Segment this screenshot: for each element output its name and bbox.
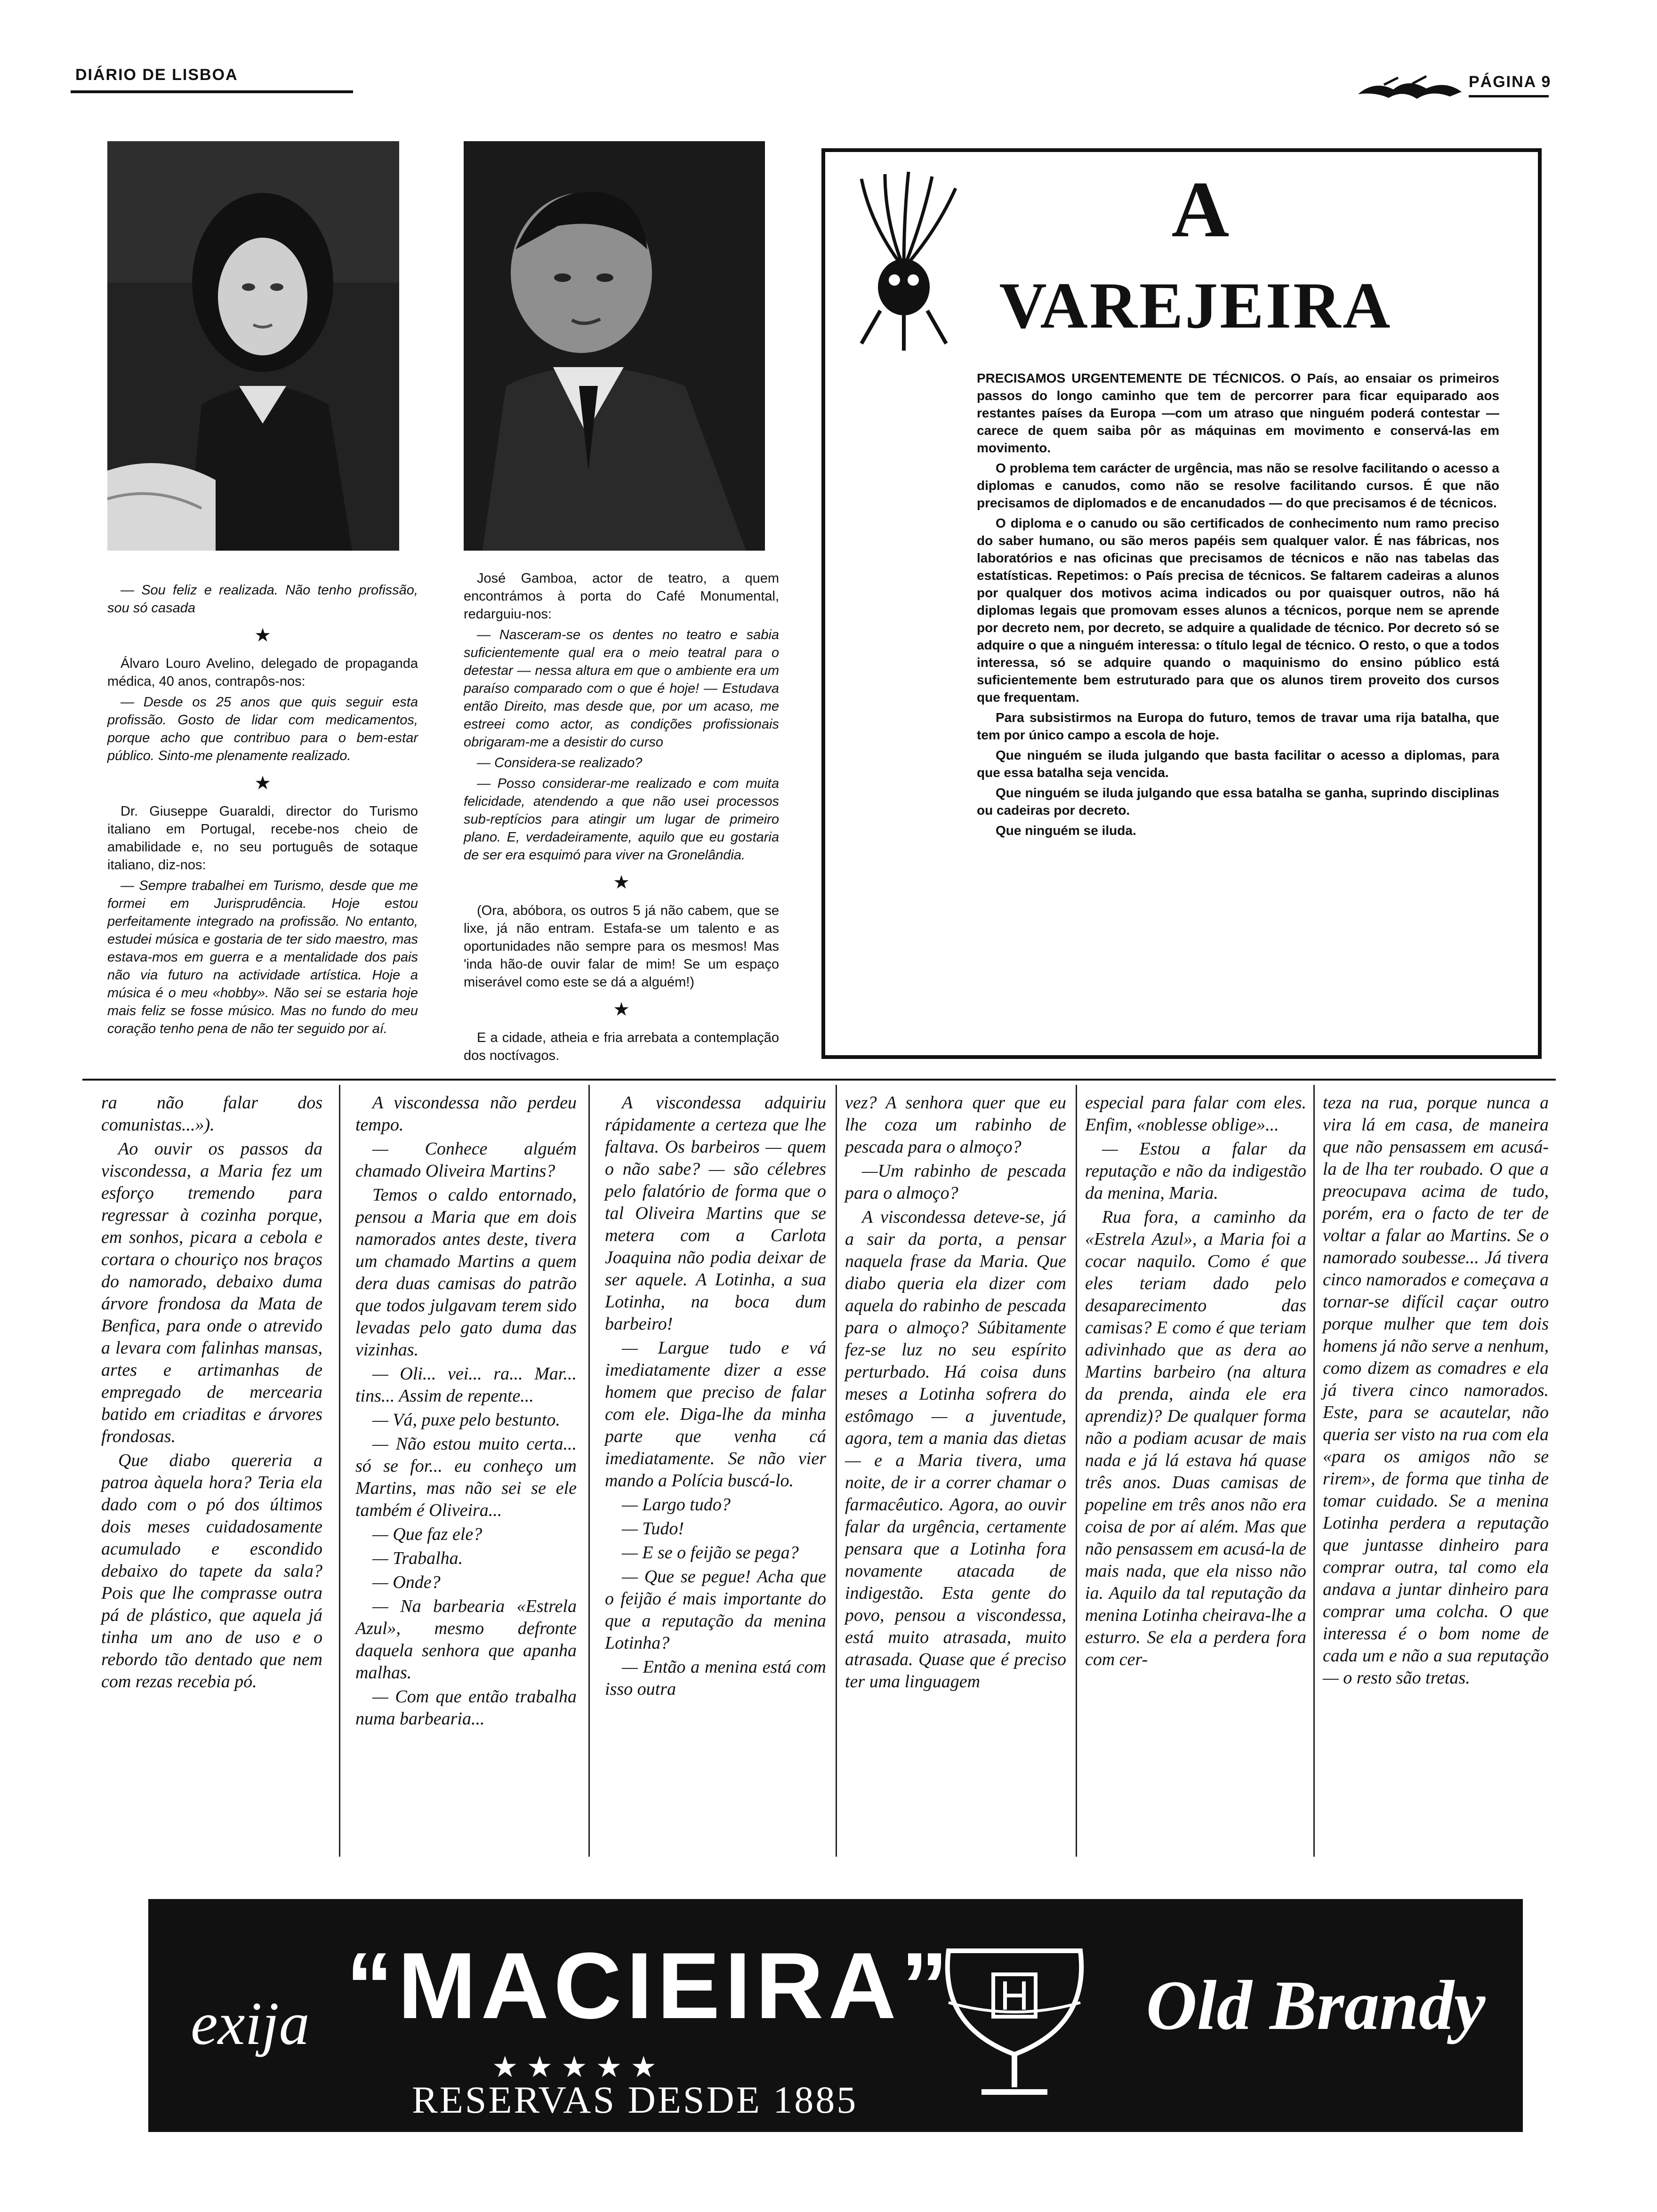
story-paragraph: — Vá, puxe pelo bestunto.: [372, 1410, 560, 1430]
story-paragraph: Rua fora, a caminho da «Estrela Azul», a Maria foi a cocar naquilo. Como é que eles teriam dado pelo desaparecimento das camisas? E como é que teriam adivinhado que as dera ao Martins barbeiro (na altura da prenda, ainda ele era aprendiz)? De qualquer forma não a podiam acusar de mais nada e já lá estava há quase três anos. Duas camisas de popeline em três anos não era coisa de por aí além. Mas que não pensassem em acusá-la de mais nada, que ela nisso não ia. Aquilo da tal reputação da menina Lotinha cheirava-lhe a esturro. Se ela a perdera fora com cer-: [1085, 1207, 1306, 1669]
varejeira-paragraph: Que ninguém se iluda.: [996, 823, 1136, 838]
story-paragraph: — Trabalha.: [372, 1548, 463, 1568]
star-separator-icon: ★: [613, 999, 630, 1020]
column-divider: [1313, 1085, 1315, 1857]
star-separator-icon: ★: [613, 872, 630, 893]
ad-old-brandy-text: Old Brandy: [1146, 1966, 1486, 2044]
varejeira-paragraph: Que ninguém se iluda julgando que essa batalha se ganha, suprindo disciplinas ou cadeiras por decreto.: [977, 785, 1499, 817]
ad-exija-text: exija: [191, 1990, 310, 2058]
story-paragraph: — Então a menina está com isso outra: [605, 1657, 826, 1699]
caption-paragraph: José Gamboa, actor de teatro, a quem encontrámos à porta do Café Monumental, redarguiu-nos:: [464, 571, 779, 622]
story-paragraph: — Na barbearia «Estrela Azul», mesmo defronte daquela senhora que apanha malhas.: [355, 1596, 577, 1683]
fly-ornament-icon: [1356, 75, 1464, 104]
section-divider: [82, 1079, 1556, 1081]
interview-captions-column-1: [107, 581, 418, 1041]
varejeira-paragraph: Que ninguém se iluda julgando que basta facilitar o acesso a diplomas, para que essa batalha seja vencida.: [977, 748, 1499, 780]
story-column-4: [845, 1092, 1066, 1695]
story-paragraph: — Com que então trabalha numa barbearia...: [355, 1687, 577, 1729]
brandy-glass-icon: [930, 1932, 1099, 2106]
story-column-3: [605, 1092, 826, 1702]
photo-jose-gamboa-portrait: [464, 141, 765, 551]
caption-paragraph: Álvaro Louro Avelino, delegado de propaganda médica, 40 anos, contrapôs-nos:: [107, 656, 418, 689]
caption-quote: — Desde os 25 anos que quis seguir esta profissão. Gosto de lidar com medicamentos, porque acho que contribuo para o bem-estar público. Sinto-me plenamente realizado.: [107, 695, 418, 763]
story-paragraph: especial para falar com eles. Enfim, «noblesse oblige»...: [1085, 1093, 1306, 1135]
publication-name: DIÁRIO DE LISBOA: [75, 66, 238, 84]
caption-paragraph: (Ora, abóbora, os outros 5 já não cabem, que se lixe, já não entram. Estafa-se um talento e as oportunidades não sempre para os mesmos! Mas 'inda hão-de ouvir falar de mim! Se um espaço miserável como este se dá a alguém!): [464, 903, 779, 990]
story-paragraph: — Não estou muito certa... só se for... eu conheço um Martins, mas não sei se ele também é Oliveira...: [355, 1434, 577, 1520]
interview-captions-column-2: [464, 569, 779, 1067]
page-number: PÁGINA 9: [1469, 73, 1552, 91]
star-separator-icon: ★: [254, 773, 271, 793]
story-paragraph: A viscondessa deteve-se, já a sair da porta, a pensar naquela frase da Maria. Que diabo queria ela dizer com aquela do rabinho de pescada para o almoço? Súbitamente fez-se luz no seu espírito perturbado. Há coisa duns meses a Lotinha sofrera do estômago — a juventude, agora, tem a mania das dietas — e a Maria tivera, uma noite, de ir a correr chamar o farmacêutico. Agora, ao ouvir falar da urgência, certamente pensara que a Lotinha fora novamente atacada de indigestão. Esta gente do povo, pensou a viscondessa, está muito atrasada, muito atrasada. Quase que é preciso ter uma linguagem: [845, 1207, 1066, 1691]
story-paragraph: —Um rabinho de pescada para o almoço?: [845, 1161, 1066, 1203]
page-number-rule: [1469, 95, 1549, 97]
story-paragraph: — E se o feijão se pega?: [622, 1543, 799, 1563]
story-column-6: [1323, 1092, 1549, 1691]
column-divider: [588, 1085, 590, 1857]
varejeira-paragraph: O diploma e o canudo ou são certificados de conhecimento num ramo preciso do saber humano, ou são meros papéis sem qualquer valor. É nas fábricas, nos laboratórios e nas oficinas que precisamos de técnicos e não nas tabelas das estatísticas. Repetimos: o País precisa de técnicos. Se faltarem cadeiras a alunos por qualquer dos motivos acima indicados ou por quaisquer outros, não há diplomas legais que promovam esses alunos a técnicos, porque nem se aprende por decreto nem, por decreto, se adquire a qualidade de técnico. Por decreto só se adquire o que a ninguém interessa: o título legal de técnico. O resto, o que a todos interessa, só se adquire quando o maquinismo do ensino público está suficientemente bem estruturado para que os alunos tirem proveito dos cursos que frequentam.: [977, 516, 1499, 705]
varejeira-paragraph: PRECISAMOS URGENTEMENTE DE TÉCNICOS. O País, ao ensaiar os primeiros passos do longo caminho que tem de percorrer para ficar equiparado aos restantes países da Europa —com um atraso que ninguém poderá contestar — carece de quem saiba pôr as máquinas em movimento e conservá-las em movimento.: [977, 371, 1499, 455]
story-column-2: [355, 1092, 577, 1732]
varejeira-title-article: A: [1171, 165, 1230, 254]
story-column-5: [1085, 1092, 1306, 1673]
story-paragraph: Que diabo quereria a patroa àquela hora? Teria ela dado com o pó dos últimos dois meses cuidadosamente acumulado e escondido debaixo do tapete da sala? Pois que lhe comprasse outra pá de plástico, que aquela já tinha um ano de uso e o rebordo tão dentado que nem com rezas recebia pó.: [101, 1451, 322, 1691]
macieira-brandy-advertisement: [148, 1899, 1523, 2132]
varejeira-paragraph: O problema tem carácter de urgência, mas não se resolve facilitando o acesso a diplomas e canudos, como não se resolve facilitando cursos. É que não precisamos de diplomados e de encanudados — do que precisamos é de técnicos.: [977, 461, 1499, 510]
caption-paragraph: Dr. Giuseppe Guaraldi, director do Turismo italiano em Portugal, recebe-nos cheio de amabilidade e, no seu português de sotaque italiano, diz-nos:: [107, 804, 418, 873]
story-paragraph: — Estou a falar da reputação e não da indigestão da menina, Maria.: [1085, 1139, 1306, 1203]
varejeira-title: VAREJEIRA: [999, 269, 1392, 342]
star-separator-icon: ★: [254, 625, 271, 646]
story-paragraph: — Oli... vei... ra... Mar... tins... Assim de repente...: [355, 1364, 577, 1406]
column-divider: [339, 1085, 340, 1857]
ad-reservas-text: RESERVAS DESDE 1885: [412, 2078, 858, 2121]
story-paragraph: — Largue tudo e vá imediatamente dizer a esse homem que preciso de falar com ele. Diga-lhe da minha parte que venha cá imediatamente. Se não vier mando a Polícia buscá-lo.: [605, 1338, 826, 1491]
fly-illustration-icon: [843, 169, 965, 353]
story-paragraph: A viscondessa adquiriu rápidamente a certeza que lhe faltava. Os barbeiros — quem o não sabe? — são célebres pelo falatório de forma que o tal Oliveira Martins que se meterа com a Carlota Joaquina não podia deixar de ser aquele. A Lotinha, a sua Lotinha, na boca dum barbeiro!: [605, 1093, 826, 1334]
caption-quote: — Considera-se realizado?: [477, 755, 643, 770]
caption-quote: — Nasceram-se os dentes no teatro e sabia suficientemente qual era o meio teatral para o detestar — nessa altura em que o ambiente era um paraíso comparado com o que é hoje! — Estudava então Direito, mas desde que, por um acaso, me estreei como actor, as condições profissionais obrigaram-me a desistir do curso: [464, 627, 779, 750]
story-paragraph: Ao ouvir os passos da viscondessa, a Maria fez um esforço tremendo para regressar à cozinha porque, em sonhos, picara a cebola e cortara o chouriço nos braços do namorado, debaixo duma árvore frondosa da Mata de Benfica, para onde o atrevido a levara com falinhas mansas, artes e artimanhas de empregado de mercearia batido em criaditas e árvores frondosas.: [101, 1139, 322, 1446]
column-divider: [1076, 1085, 1077, 1857]
ad-brand-name: “MACIEIRA”: [346, 1933, 953, 2038]
story-paragraph: — Tudo!: [622, 1519, 684, 1539]
caption-quote: — Sempre trabalhei em Turismo, desde que me formei em Jurisprudência. Hoje estou perfeitamente integrado na profissão. No entanto, estudei música e gostaria de ter sido maestro, mas estava-mos em guerra e a mentalidade dos pais não via futuro na actividade artística. Hoje a música é o meu «hobby». Não sei se estaria hoje mais feliz se fosse músico. Mas no fundo do meu coração tenho pena de não ter seguido por aí.: [107, 878, 418, 1036]
masthead-rule: [71, 90, 353, 93]
story-column-1: [101, 1092, 322, 1695]
ad-stars-icon: ★★★★★: [492, 2051, 665, 2084]
story-paragraph: — Que se pegue! Acha que o feijão é mais importante do que a reputação da menina Lotinha?: [605, 1567, 826, 1653]
story-paragraph: ra não falar dos comunistas...»).: [101, 1093, 322, 1135]
caption-quote: — Sou feliz e realizada. Não tenho profissão, sou só casada: [107, 583, 418, 616]
column-divider: [836, 1085, 837, 1857]
story-paragraph: — Onde?: [372, 1572, 441, 1592]
story-paragraph: — Largo tudo?: [622, 1495, 731, 1515]
story-paragraph: — Conhece alguém chamado Oliveira Martins?: [355, 1139, 577, 1181]
story-paragraph: teza na rua, porque nunca a vira lá em casa, de maneira que não pensassem em acusá-la de lha ter roubado. O que a preocupava acima de tudo, porém, era o facto de ter de voltar a falar ao Martins. Se o namorado soubesse... Já tivera cinco namorados e começava a tornar-se difícil caçar outro porque mulher que tem dois homens já não serve a nenhum, como dizem as comadres e ela já tivera cinco namorados. Este, para se acautelar, não queria ser visto na rua com ela «para os amigos não se rirem», de forma que tinha de tomar cuidado. Se a menina Lotinha perdera a reputação que juntasse dinheiro para comprar outra, tal como ela andava a juntar dinheiro para comprar uma colcha. O que interessa é o bom nome de cada um e não a sua reputação — o resto são tretas.: [1323, 1093, 1549, 1688]
varejeira-body: [977, 369, 1499, 842]
caption-quote: — Posso considerar-me realizado e com muita felicidade, atendendo a que não usei processos sub-reptícios para atingir um lugar de primeiro plano. E, verdadeiramente, aquilo que eu gostaria de ser era esquimó para viver na Gronelândia.: [464, 776, 779, 863]
caption-paragraph: E a cidade, atheia e fria arrebata a contemplação dos noctívagos.: [464, 1030, 779, 1063]
story-paragraph: Temos o caldo entornado, pensou a Maria que em dois namorados antes deste, tivera um chamado Martins a quem dera duas camisas do patrão que todos julgavam terem sido levadas pelo gato duma das vizinhas.: [355, 1185, 577, 1360]
story-paragraph: vez? A senhora quer que eu lhe coza um rabinho de pescada para o almoço?: [845, 1093, 1066, 1157]
photo-woman-portrait: [107, 141, 399, 551]
story-paragraph: — Que faz ele?: [372, 1524, 483, 1544]
story-paragraph: A viscondessa não perdeu tempo.: [355, 1093, 577, 1135]
varejeira-paragraph: Para subsistirmos na Europa do futuro, temos de travar uma rija batalha, que tem por único campo a escola de hoje.: [977, 710, 1499, 742]
